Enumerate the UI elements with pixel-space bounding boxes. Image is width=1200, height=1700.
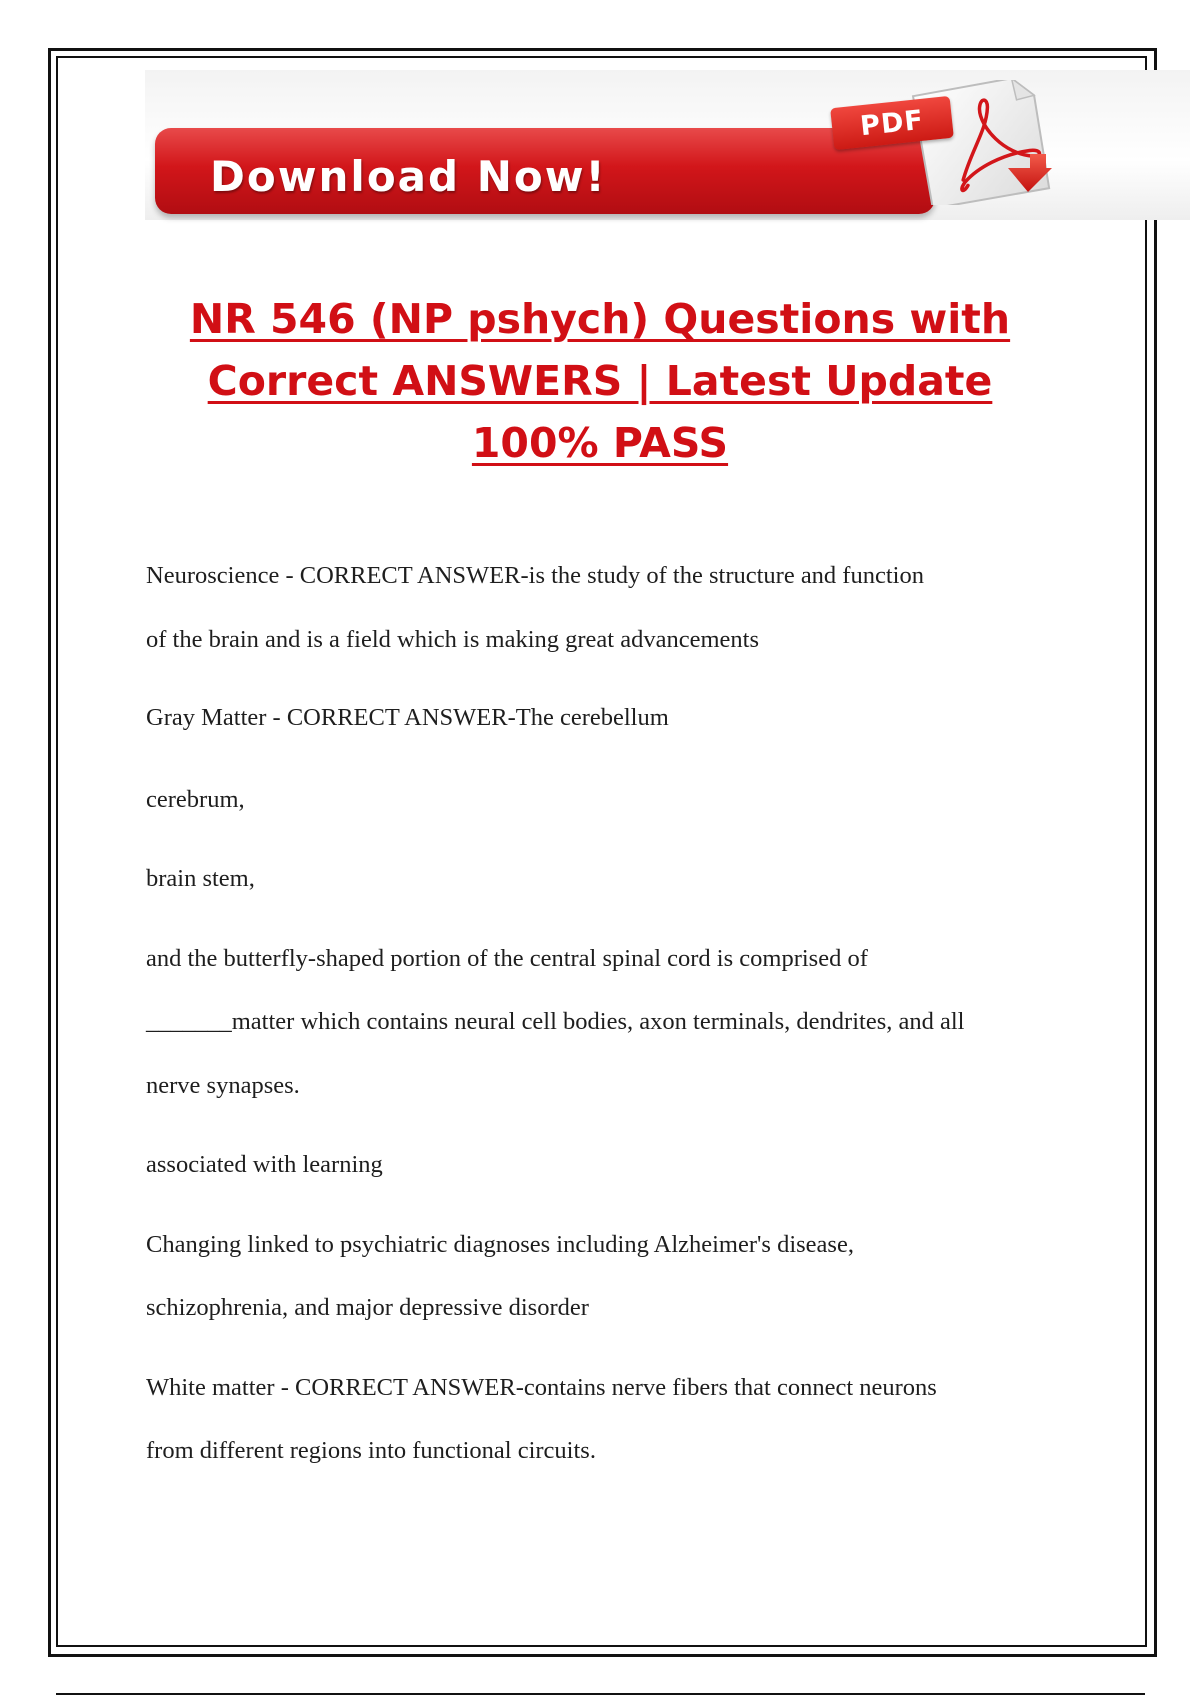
document-title xyxy=(145,288,1055,474)
body-line: Changing linked to psychiatric diagnoses including Alzheimer's disease, xyxy=(146,1231,854,1258)
body-line: schizophrenia, and major depressive disorder xyxy=(146,1294,589,1321)
body-line: and the butterfly-shaped portion of the central spinal cord is comprised of xyxy=(146,945,868,972)
body-line: White matter - CORRECT ANSWER-contains nerve fibers that connect neurons xyxy=(146,1374,937,1401)
body-line: nerve synapses. xyxy=(146,1072,300,1099)
body-line: from different regions into functional circuits. xyxy=(146,1437,596,1464)
title-line-1: NR 546 (NP pshych) Questions with xyxy=(189,295,1011,343)
body-line: brain stem, xyxy=(146,865,255,892)
body-line: Gray Matter - CORRECT ANSWER-The cerebellum xyxy=(146,704,669,731)
download-banner[interactable] xyxy=(145,70,1190,220)
body-line: of the brain and is a field which is making great advancements xyxy=(146,626,759,653)
title-line-3: 100% PASS xyxy=(471,419,729,467)
body-line: _______matter which contains neural cell bodies, axon terminals, dendrites, and all xyxy=(146,1008,965,1035)
footer-rule xyxy=(56,1693,1145,1695)
body-line: Neuroscience - CORRECT ANSWER-is the study of the structure and function xyxy=(146,562,924,589)
download-now-label[interactable]: Download Now! xyxy=(210,152,607,201)
pdf-badge-label: PDF xyxy=(858,104,926,142)
title-line-2: Correct ANSWERS | Latest Update xyxy=(207,357,993,405)
body-line: cerebrum, xyxy=(146,786,245,813)
body-line: associated with learning xyxy=(146,1151,383,1178)
